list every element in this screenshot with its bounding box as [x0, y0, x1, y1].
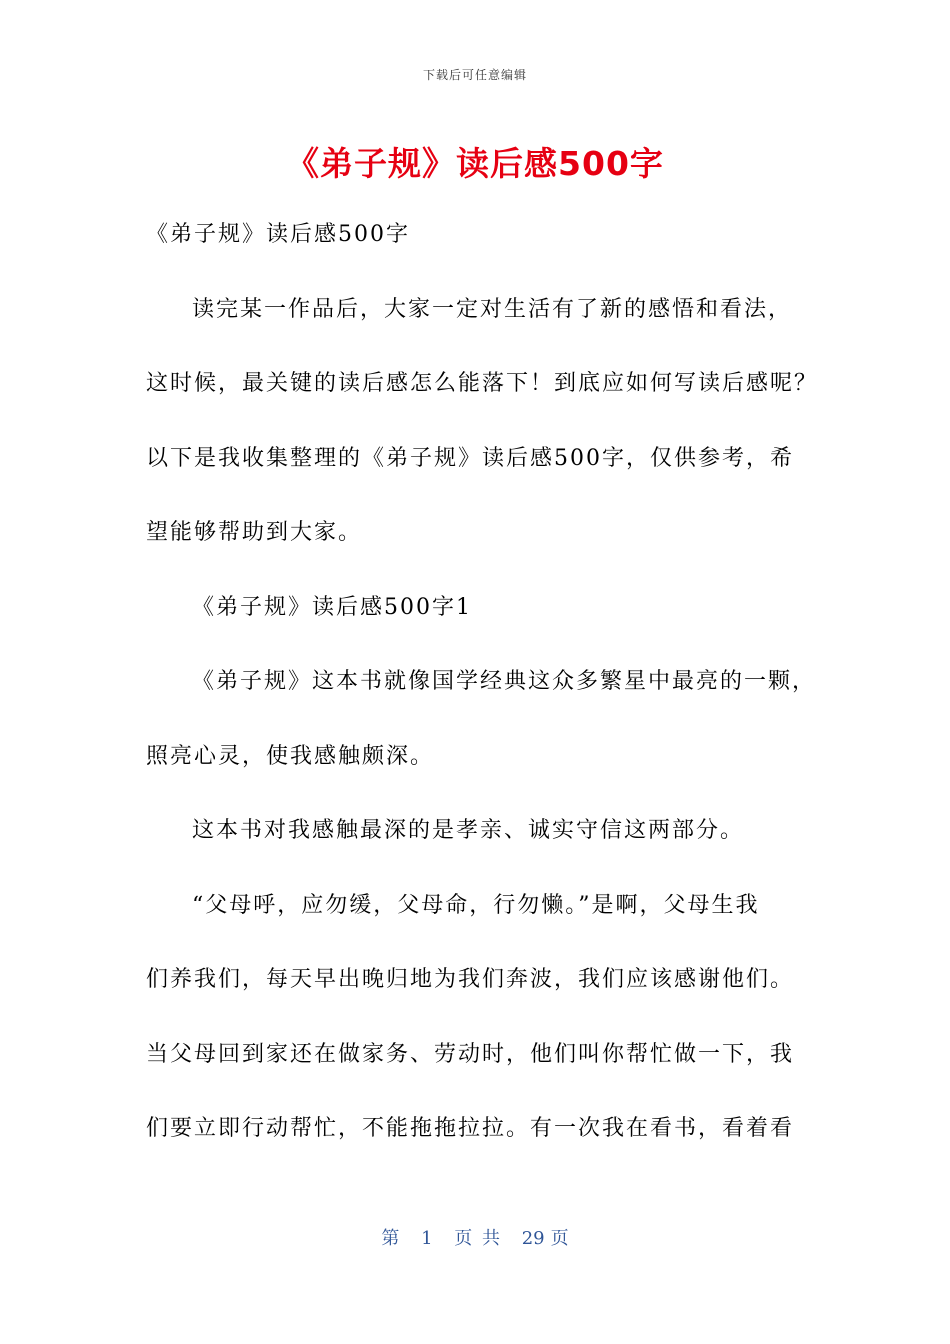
body-line: 望能够帮助到大家。	[146, 520, 363, 545]
total-page-count: 29	[521, 1228, 545, 1249]
body-line: 《弟子规》读后感500字	[146, 222, 410, 247]
body-line: 以下是我收集整理的《弟子规》读后感500字，仅供参考，希	[146, 445, 794, 471]
body-line: 这时候，最关键的读后感怎么能落下！到底应如何写读后感呢？	[146, 371, 819, 396]
document-body	[146, 198, 819, 1167]
body-line: 当父母回到家还在做家务、劳动时，他们叫你帮忙做一下，我	[146, 1041, 795, 1067]
body-line: 读完某一作品后，大家一定对生活有了新的感悟和看法，	[192, 296, 793, 322]
current-page-number: 1	[421, 1228, 433, 1249]
header-note: 下载后可任意编辑	[422, 68, 527, 82]
section-heading: 《弟子规》读后感500字1	[192, 594, 472, 620]
document-title: 《弟子规》读后感500字	[286, 144, 664, 183]
body-line: 们养我们，每天早出晚归地为我们奔波，我们应该感谢他们。	[146, 967, 795, 992]
body-line: 们要立即行动帮忙，不能拖拖拉拉。有一次我在看书，看着看	[146, 1116, 795, 1141]
body-line: “父母呼，应勿缓，父母命，行勿懒。”是啊，父母生我	[192, 892, 760, 918]
body-line: 照亮心灵，使我感触颇深。	[146, 743, 435, 769]
footer-suffix: 页	[550, 1228, 569, 1249]
footer-prefix: 第	[381, 1228, 400, 1249]
page-footer	[0, 1224, 950, 1250]
body-line: 《弟子规》这本书就像国学经典这众多繁星中最亮的一颗，	[192, 669, 817, 694]
body-line: 这本书对我感触最深的是孝亲、诚实守信这两部分。	[192, 818, 745, 843]
footer-middle: 页 共	[454, 1228, 500, 1249]
